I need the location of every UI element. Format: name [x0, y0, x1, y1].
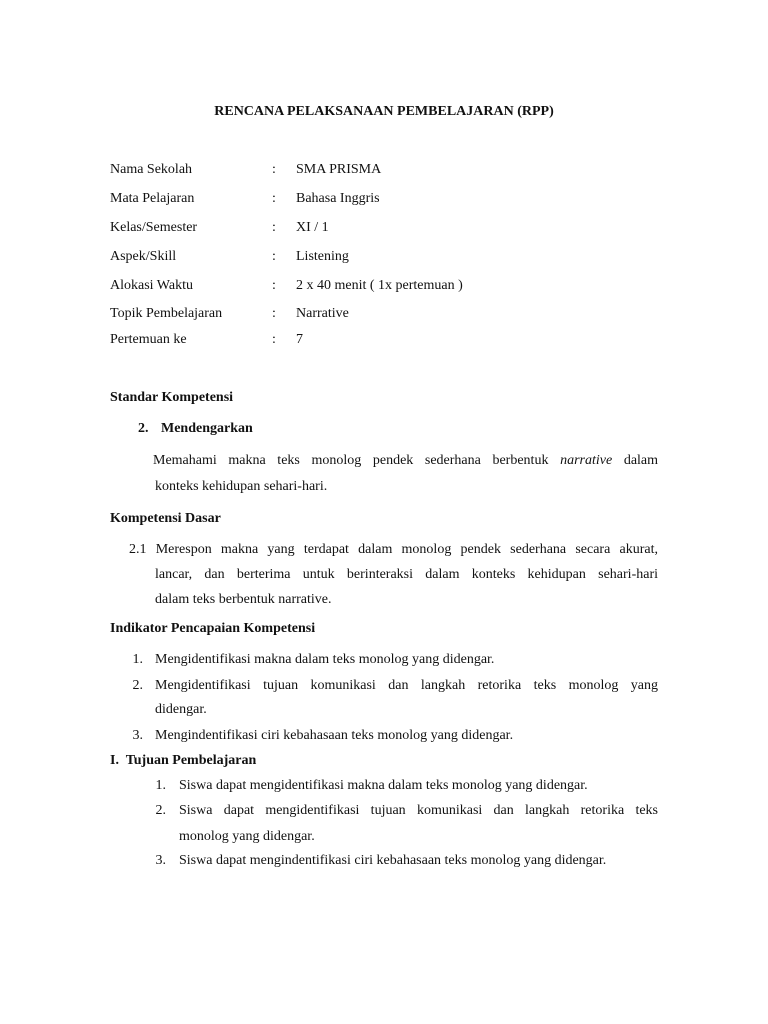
- identity-label: Nama Sekolah: [110, 162, 193, 177]
- list-item-continuation: didengar.: [155, 702, 207, 717]
- identity-colon: :: [272, 220, 276, 235]
- kd-line: 2.1 Merespon makna yang terdapat dalam monolog pendek sederhana secara akurat,: [129, 542, 658, 557]
- identity-colon: :: [272, 191, 276, 206]
- list-item: Mengindentifikasi ciri kebahasaan teks monolog yang didengar.: [155, 728, 514, 743]
- identity-label: Alokasi Waktu: [110, 278, 193, 293]
- identity-value: XI / 1: [296, 220, 329, 235]
- section-heading-sk: Standar Kompetensi: [110, 390, 234, 405]
- sk-italic-term: narrative: [560, 453, 613, 468]
- identity-value: Bahasa Inggris: [296, 191, 380, 206]
- list-number: 2.: [132, 678, 143, 693]
- section-heading-tujuan: I. Tujuan Pembelajaran: [110, 753, 257, 768]
- section-heading-kd: Kompetensi Dasar: [110, 511, 221, 526]
- list-number: 3.: [132, 728, 143, 743]
- identity-colon: :: [272, 278, 276, 293]
- identity-value: 7: [296, 332, 303, 347]
- list-item: Siswa dapat mengidentifikasi makna dalam teks monolog yang didengar.: [179, 778, 588, 793]
- identity-value: Narrative: [296, 306, 349, 321]
- identity-value: SMA PRISMA: [296, 162, 382, 177]
- list-item: Siswa dapat mengindentifikasi ciri kebahasaan teks monolog yang didengar.: [179, 853, 607, 868]
- sk-paragraph-line: [153, 453, 658, 469]
- list-number: 1.: [132, 652, 143, 667]
- list-item-continuation: monolog yang didengar.: [179, 829, 315, 844]
- list-item: Mengidentifikasi makna dalam teks monolog yang didengar.: [155, 652, 495, 667]
- section-heading-ipk: Indikator Pencapaian Kompetensi: [110, 621, 316, 636]
- identity-label: Mata Pelajaran: [110, 191, 195, 206]
- identity-label: Aspek/Skill: [110, 249, 177, 264]
- list-number: 2.: [155, 803, 166, 818]
- list-number: 3.: [155, 853, 166, 868]
- identity-label: Topik Pembelajaran: [110, 306, 223, 321]
- list-number: 1.: [155, 778, 166, 793]
- identity-colon: :: [272, 162, 276, 177]
- kd-line: lancar, dan berterima untuk berinteraksi dalam konteks kehidupan sehari-hari: [155, 567, 658, 582]
- sk-text: Memahami makna teks monolog pendek sederhana berbentuk: [153, 453, 549, 468]
- kd-line: dalam teks berbentuk narrative.: [155, 592, 332, 607]
- identity-value: Listening: [296, 249, 349, 264]
- list-item: Siswa dapat mengidentifikasi tujuan komunikasi dan langkah retorika teks: [179, 803, 658, 818]
- identity-colon: :: [272, 332, 276, 347]
- sk-text: dalam: [623, 453, 659, 468]
- identity-label: Pertemuan ke: [110, 332, 187, 347]
- sk-paragraph-line: konteks kehidupan sehari-hari.: [155, 479, 328, 494]
- sk-item-title: Mendengarkan: [161, 421, 253, 436]
- sk-item-number: 2.: [138, 421, 149, 436]
- identity-colon: :: [272, 306, 276, 321]
- page-title: RENCANA PELAKSANAAN PEMBELAJARAN (RPP): [214, 104, 554, 119]
- identity-label: Kelas/Semester: [110, 220, 198, 235]
- list-item: Mengidentifikasi tujuan komunikasi dan langkah retorika teks monolog yang: [155, 678, 658, 693]
- identity-value: 2 x 40 menit ( 1x pertemuan ): [296, 278, 463, 293]
- identity-colon: :: [272, 249, 276, 264]
